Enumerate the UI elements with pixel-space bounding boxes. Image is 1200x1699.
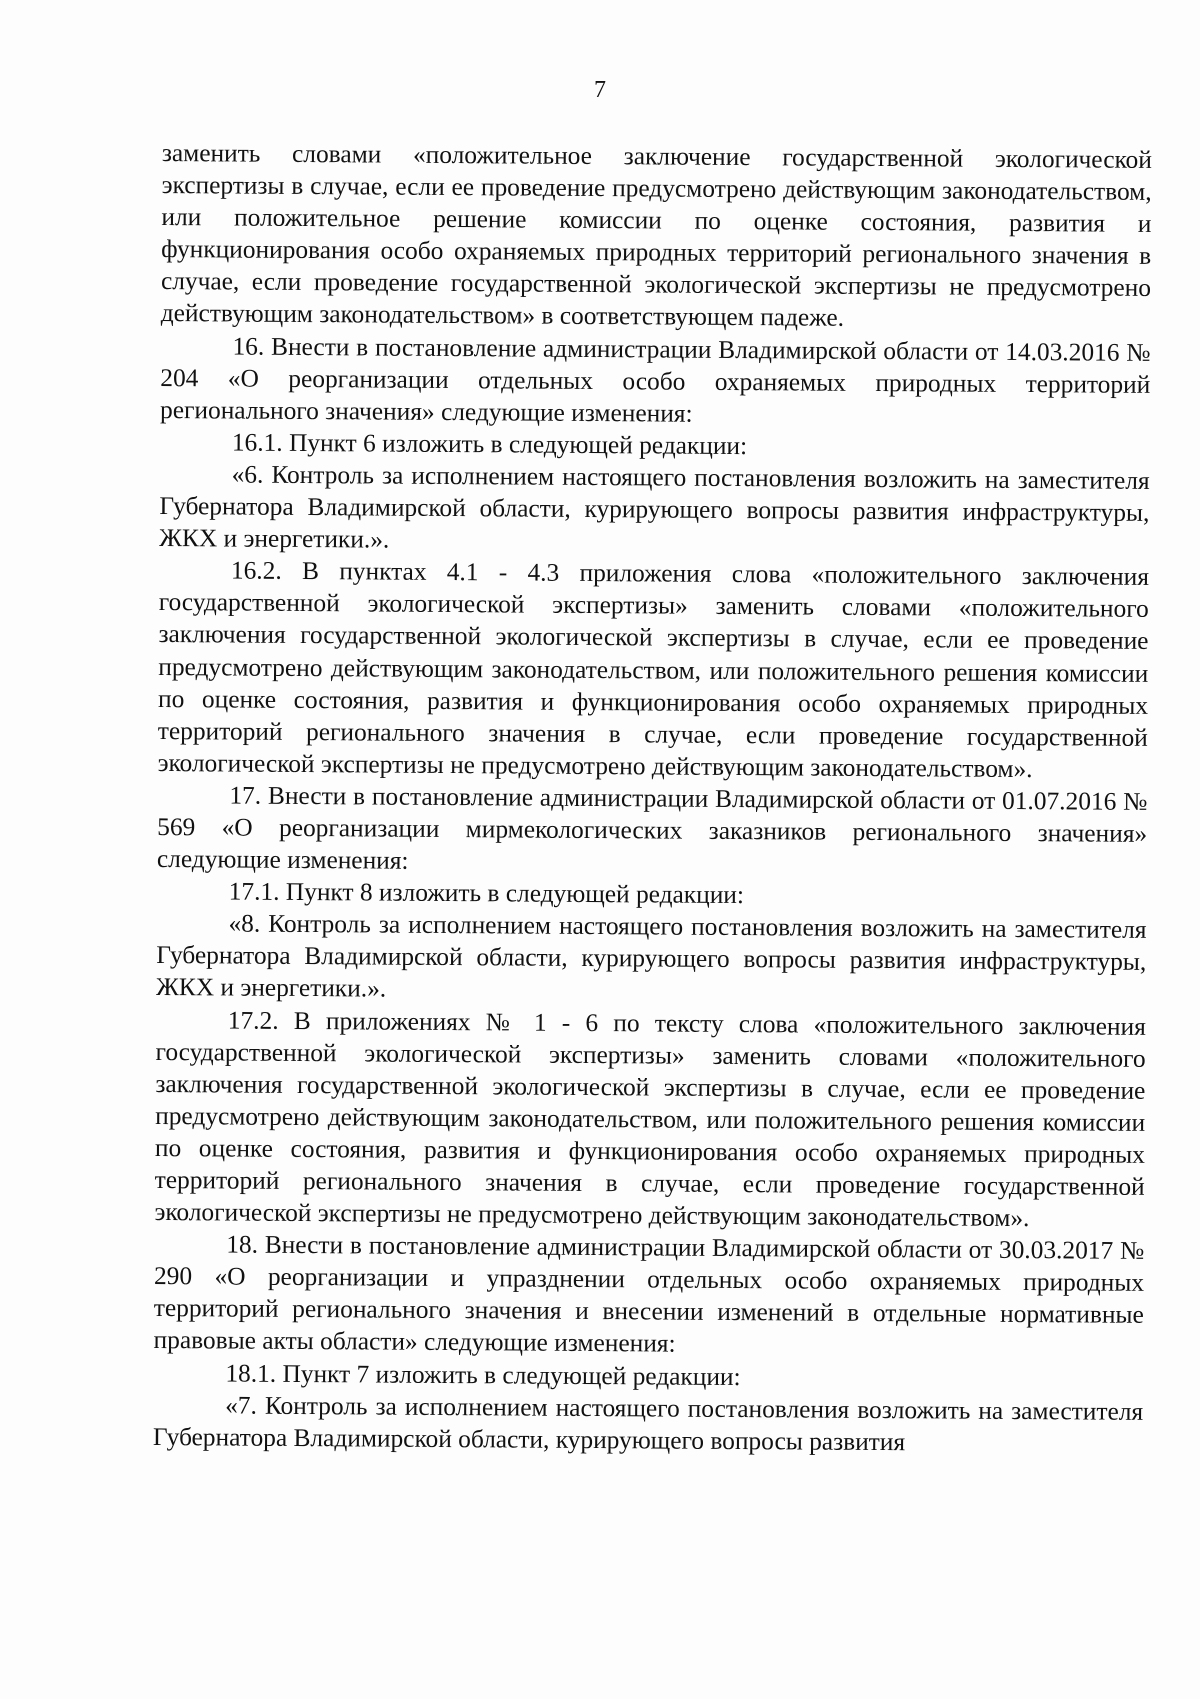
paragraph: 17. Внести в постановление администрации Владимирской области от 01.07.2016 № 569 «О реорганизации мирмекологических заказников регионального значения» следующие изменения: [156, 781, 1148, 875]
paragraph: 18. Внести в постановление администрации Владимирской области от 30.03.2017 № 290 «О реорганизации и упразднении отдельных особо охраняемых природных территорий регионального значения и внесении изменений в отдельные нормативные правовые акты области» следующие изменения: [153, 1230, 1145, 1359]
paragraph: 16. Внести в постановление администрации Владимирской области от 14.03.2016 № 204 «О реорганизации отдельных особо охраняемых природных территорий регионального значения» следующие изменения: [159, 332, 1151, 428]
paragraph: 18.1. Пункт 7 изложить в следующей редакции: [225, 1359, 741, 1391]
paragraph: 16.2. В пунктах 4.1 - 4.3 приложения слова «положительного заключения государственной экологической экспертизы» заменить словами «положительного заключения государственной экологической экспертизы в случае, если ее проведение предусмотрено действующим законодательством, или положительного решения комиссии по оценке состояния, развития и функционирования особо охраняемых природных территорий регионального значения в случае, если проведение государственной экологической экспертизы не предусмотрено действующим законодательством». [157, 556, 1150, 783]
paragraph: 17.2. В приложениях № 1 - 6 по тексту слова «положительного заключения государственной экологической экспертизы» заменить словами «положительного заключения государственной экологической экспертизы в случае, если ее проведение предусмотрено действующим законодательством, или положительного решения комиссии по оценке состояния, развития и функционирования особо охраняемых природных территорий регионального значения в случае, если проведение государственной экологической экспертизы не предусмотрено действующим законодательством». [154, 1006, 1146, 1233]
paragraph: 16.1. Пункт 6 изложить в следующей редакции: [231, 428, 748, 460]
paragraph: заменить словами «положительное заключение государственной экологической экспертизы в случае, если ее проведение предусмотрено действующим законодательством, или положительное решение комиссии по оценке состояния, развития и функционирования особо охраняемых природных территорий регионального значения в случае, если проведение государственной экологической экспертизы не предусмотрено действующим законодательством» в соответствующем падеже. [160, 138, 1152, 333]
page-number: 7 [594, 77, 606, 103]
paragraph: «7. Контроль за исполнением настоящего постановления возложить на заместителя Губернатора Владимирской области, курирующего вопросы развития [152, 1391, 1144, 1456]
paragraph: «6. Контроль за исполнением настоящего постановления возложить на заместителя Губернатора Владимирской области, курирующего вопросы развития инфраструктуры, ЖКХ и энергетики.». [159, 460, 1150, 554]
paragraph: 17.1. Пункт 8 изложить в следующей редакции: [228, 877, 745, 910]
paragraph: «8. Контроль за исполнением настоящего постановления возложить на заместителя Губернатора Владимирской области, курирующего вопросы развития инфраструктуры, ЖКХ и энергетики.». [155, 909, 1147, 1004]
document-body [153, 137, 1152, 1460]
